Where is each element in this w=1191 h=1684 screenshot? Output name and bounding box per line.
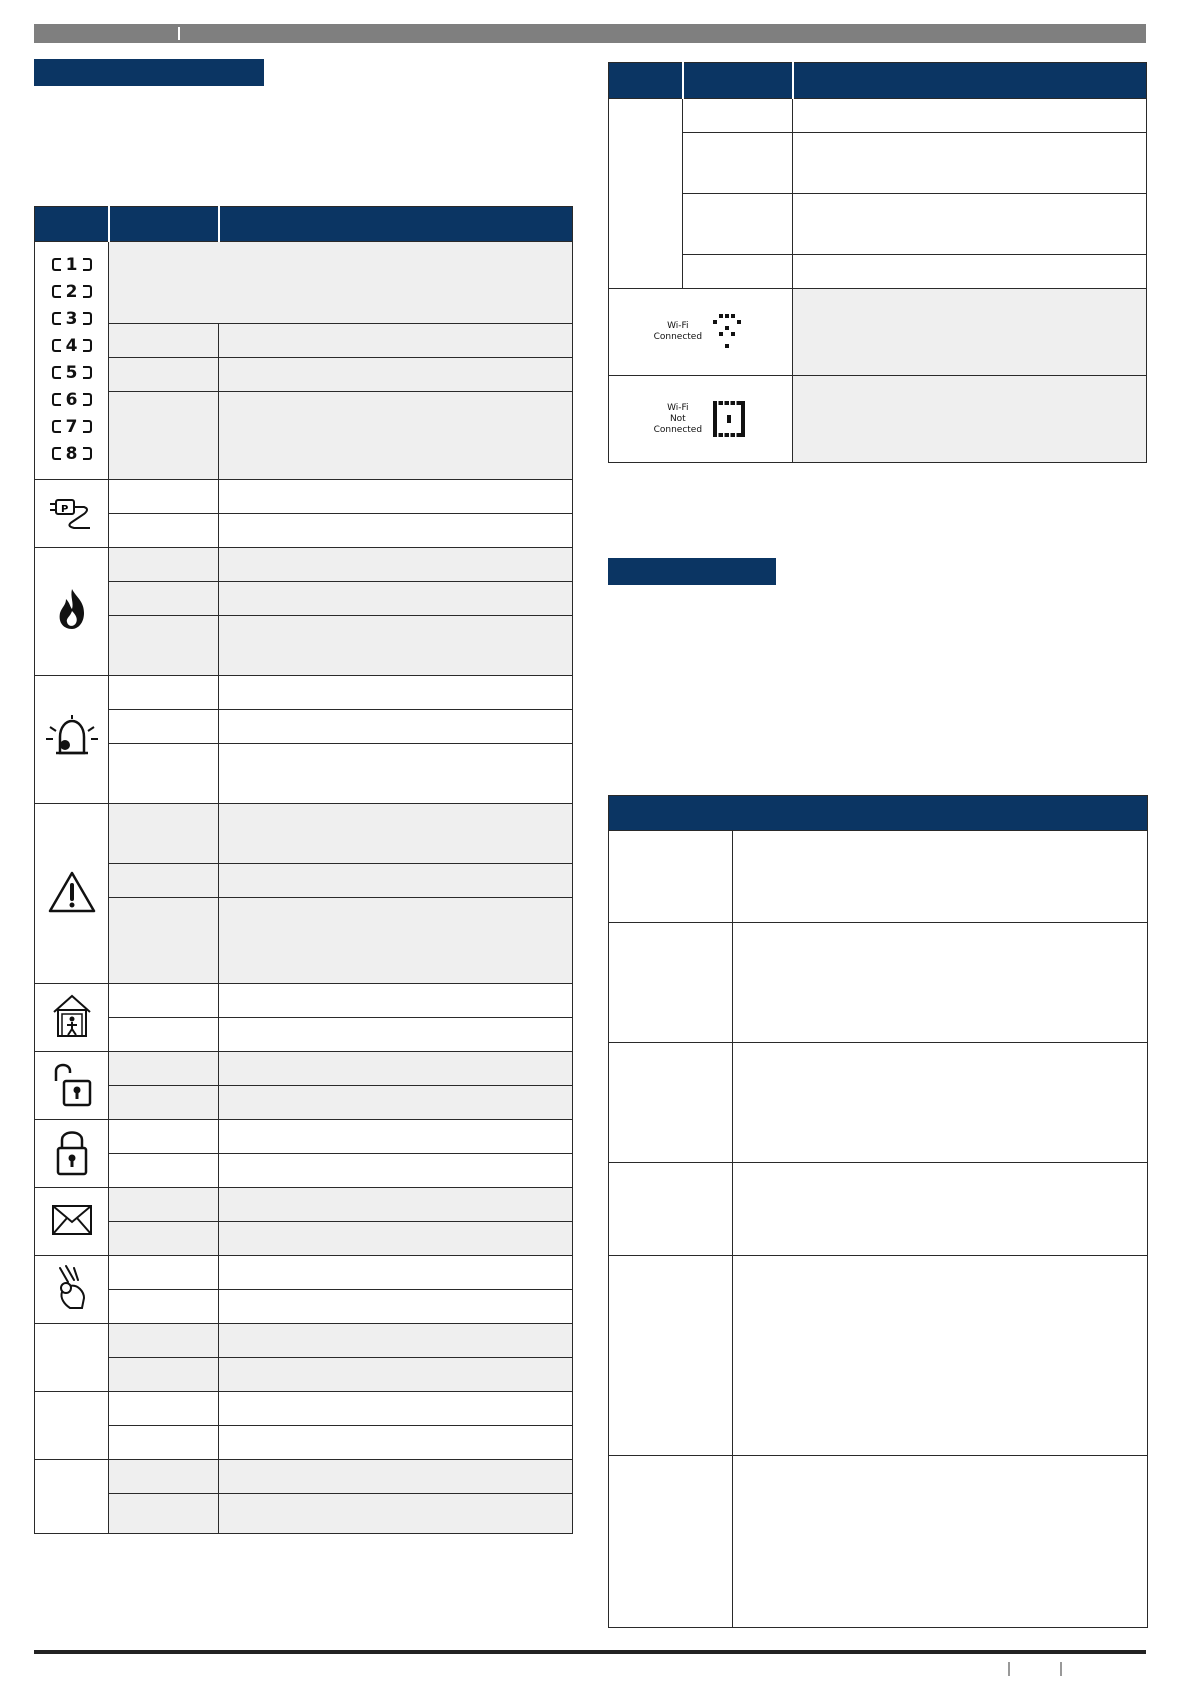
table-cell — [35, 1392, 109, 1460]
wifi-connected-label: Wi-Fi Connected — [653, 321, 703, 342]
table-cell — [219, 1426, 573, 1460]
zone-4-icon: 4 — [52, 336, 92, 356]
table-header-cell — [35, 207, 109, 242]
table-cell — [609, 831, 733, 923]
zone-3-icon: 3 — [52, 309, 92, 329]
table-cell — [109, 1222, 219, 1256]
table-cell — [109, 864, 219, 898]
table-cell — [219, 1154, 573, 1188]
table-cell — [109, 324, 219, 358]
table-cell — [609, 1456, 733, 1628]
table-cell — [733, 831, 1148, 923]
table-cell — [109, 1154, 219, 1188]
left-section-heading — [34, 59, 264, 86]
envelope-icon — [35, 1188, 109, 1256]
table-cell — [219, 1494, 573, 1534]
table-cell — [219, 1460, 573, 1494]
status-table — [608, 62, 1147, 463]
locked-padlock-icon — [35, 1120, 109, 1188]
table-cell — [219, 1290, 573, 1324]
table-cell — [219, 804, 573, 864]
table-cell — [733, 1256, 1148, 1456]
table-cell — [683, 133, 793, 194]
table-cell — [219, 1018, 573, 1052]
table-header-cell — [793, 63, 1147, 99]
table-cell — [793, 255, 1147, 289]
table-cell — [35, 1460, 109, 1534]
header-divider — [178, 27, 180, 40]
table-cell — [219, 358, 573, 392]
table-cell — [219, 1358, 573, 1392]
table-cell — [219, 392, 573, 480]
table-cell — [109, 1018, 219, 1052]
footer-divider — [1008, 1662, 1010, 1676]
table-cell — [109, 1290, 219, 1324]
table-cell — [219, 710, 573, 744]
table-cell — [219, 1188, 573, 1222]
table-cell — [793, 289, 1147, 376]
table-cell — [109, 1256, 219, 1290]
table-cell — [793, 376, 1147, 463]
table-cell — [219, 1222, 573, 1256]
table-cell — [219, 1324, 573, 1358]
wifi-not-connected-cell — [609, 376, 793, 463]
table-cell — [109, 898, 219, 984]
zone-2-icon: 2 — [52, 282, 92, 302]
table-cell — [109, 582, 219, 616]
svg-text:P: P — [60, 504, 68, 515]
table-header-cell — [109, 207, 219, 242]
table-cell — [609, 1256, 733, 1456]
table-cell — [219, 864, 573, 898]
indicator-table — [34, 206, 573, 1534]
table-cell — [219, 1256, 573, 1290]
table-cell — [109, 548, 219, 582]
table-cell — [609, 1043, 733, 1163]
table-header-cell — [609, 63, 683, 99]
table-cell — [219, 1392, 573, 1426]
table-cell — [219, 984, 573, 1018]
table-cell — [793, 99, 1147, 133]
table-header-cell — [683, 63, 793, 99]
table-cell — [109, 1392, 219, 1426]
zone-indicators-icon — [35, 242, 109, 480]
table-cell — [219, 898, 573, 984]
stay-arm-icon — [35, 984, 109, 1052]
table-cell — [219, 1086, 573, 1120]
zone-5-icon: 5 — [52, 363, 92, 383]
table-cell — [109, 710, 219, 744]
table-cell — [609, 99, 683, 289]
table-cell — [109, 358, 219, 392]
zone-8-icon: 8 — [52, 444, 92, 464]
table-header-cell — [219, 207, 573, 242]
table-cell — [793, 133, 1147, 194]
footer-divider — [1060, 1662, 1062, 1676]
table-cell — [733, 1163, 1148, 1256]
table-cell — [733, 923, 1148, 1043]
table-cell — [219, 1052, 573, 1086]
wifi-not-connected-icon — [711, 399, 747, 439]
table-cell — [683, 99, 793, 133]
wifi-not-connected-label: Wi-Fi Not Connected — [653, 402, 703, 435]
table-cell — [109, 392, 219, 480]
table-cell — [793, 194, 1147, 255]
table-cell — [109, 242, 573, 324]
table-cell — [109, 984, 219, 1018]
zone-7-icon: 7 — [52, 417, 92, 437]
table-cell — [219, 480, 573, 514]
table-cell — [683, 255, 793, 289]
table-cell — [109, 1086, 219, 1120]
table-cell — [109, 1426, 219, 1460]
table-cell — [35, 1324, 109, 1392]
right-section-heading — [608, 558, 776, 585]
footer-rule — [34, 1650, 1146, 1654]
table-cell — [219, 616, 573, 676]
table-cell — [219, 744, 573, 804]
options-table — [608, 795, 1148, 1628]
table-cell — [109, 1324, 219, 1358]
zone-6-icon: 6 — [52, 390, 92, 410]
table-cell — [219, 548, 573, 582]
table-cell — [219, 324, 573, 358]
table-cell — [219, 1120, 573, 1154]
table-cell — [609, 923, 733, 1043]
unlocked-padlock-icon — [35, 1052, 109, 1120]
fire-icon — [35, 548, 109, 676]
table-cell — [219, 676, 573, 710]
table-cell — [109, 1494, 219, 1534]
wifi-connected-icon — [711, 312, 747, 352]
warning-icon — [35, 804, 109, 984]
zone-1-icon: 1 — [52, 255, 92, 275]
table-cell — [109, 1120, 219, 1154]
table-cell — [109, 676, 219, 710]
plug-icon — [35, 480, 109, 548]
table-cell — [609, 1163, 733, 1256]
table-cell — [109, 1188, 219, 1222]
table-header-cell — [609, 796, 1148, 831]
table-cell — [109, 744, 219, 804]
table-cell — [219, 514, 573, 548]
alarm-bell-icon — [35, 676, 109, 804]
table-cell — [109, 804, 219, 864]
table-cell — [733, 1456, 1148, 1628]
wifi-connected-cell — [609, 289, 793, 376]
table-cell — [109, 480, 219, 514]
table-cell — [219, 582, 573, 616]
table-cell — [733, 1043, 1148, 1163]
table-cell — [109, 1460, 219, 1494]
table-cell — [683, 194, 793, 255]
table-cell — [109, 616, 219, 676]
ok-hand-icon — [35, 1256, 109, 1324]
table-cell — [109, 514, 219, 548]
page-header-bar — [34, 24, 1146, 43]
table-cell — [109, 1052, 219, 1086]
table-cell — [109, 1358, 219, 1392]
